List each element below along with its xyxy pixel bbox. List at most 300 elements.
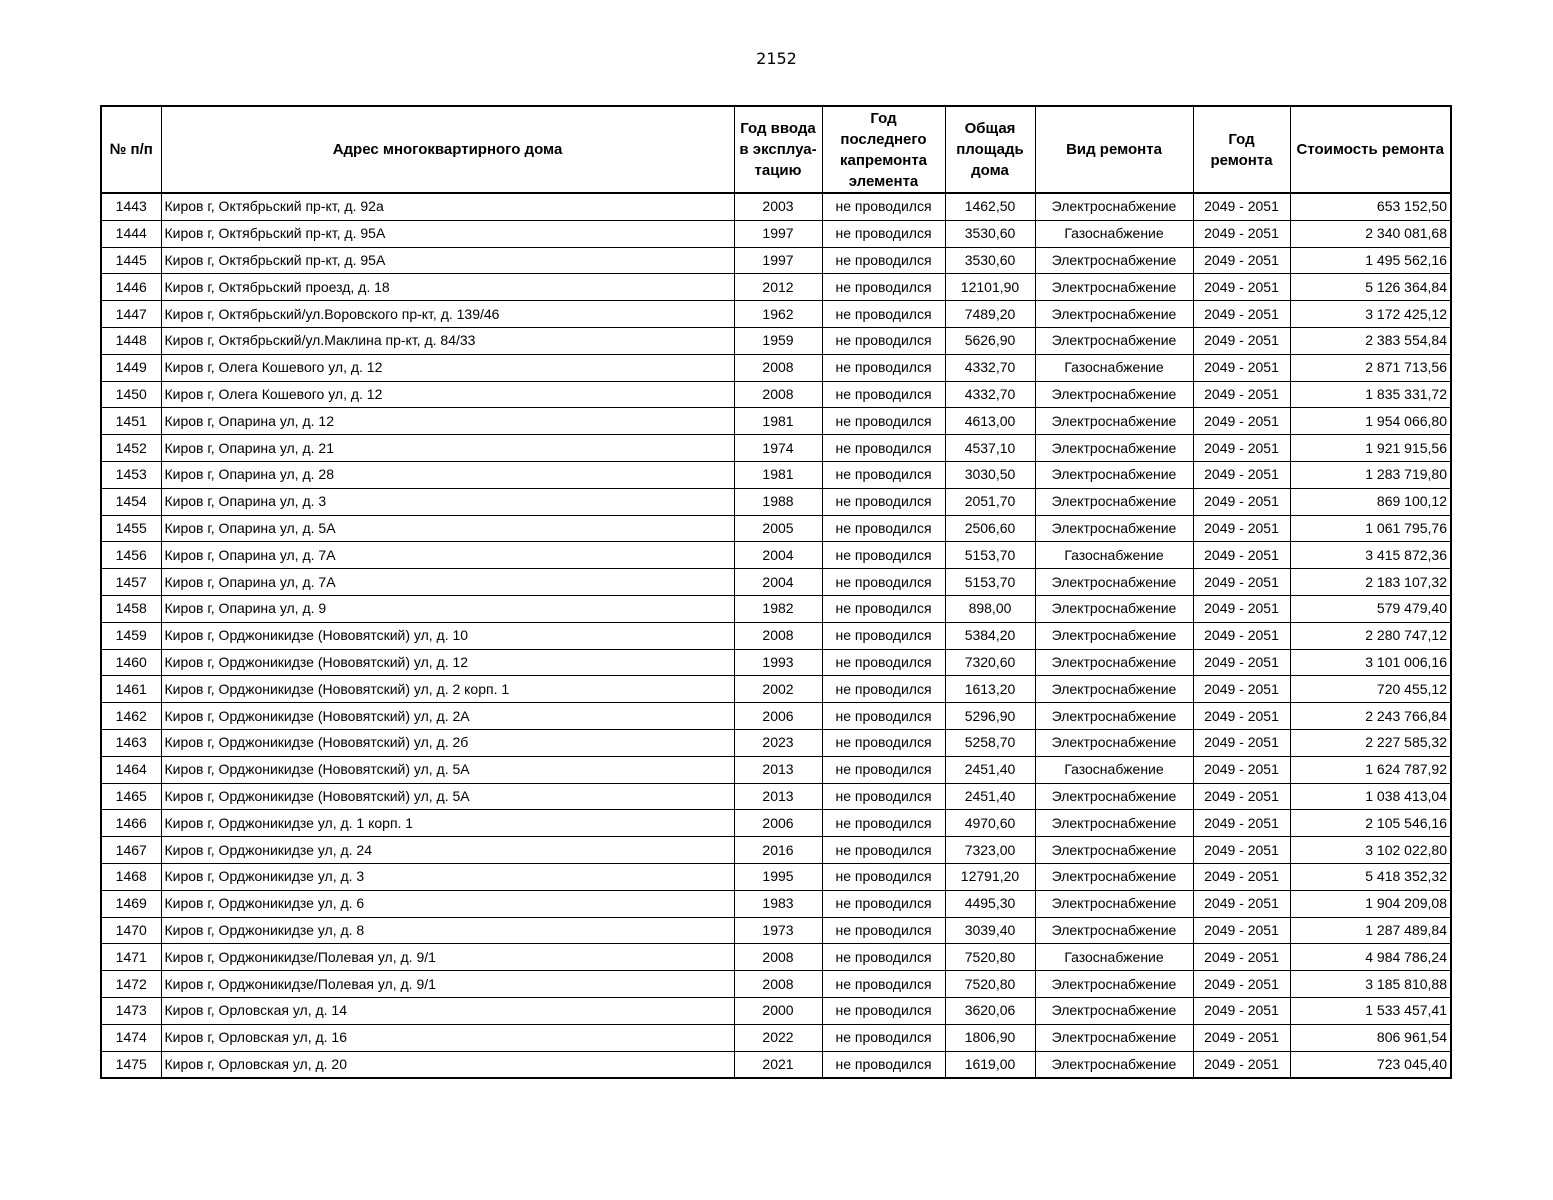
address-cell: Киров г, Орджоникидзе/Полевая ул, д. 9/1 (161, 971, 734, 998)
address-cell: Киров г, Орджоникидзе (Нововятский) ул, д. 2 корп. 1 (161, 676, 734, 703)
repair-kind-cell: Электроснабжение (1035, 890, 1193, 917)
last-repair-cell: не проводился (822, 542, 945, 569)
table-row (101, 301, 1451, 328)
repair-period-cell: 2049 - 2051 (1193, 247, 1290, 274)
row-number: 1448 (101, 327, 161, 354)
repair-period-cell: 2049 - 2051 (1193, 301, 1290, 328)
address-cell: Киров г, Орджоникидзе ул, д. 24 (161, 837, 734, 864)
row-number: 1466 (101, 810, 161, 837)
table-row (101, 515, 1451, 542)
last-repair-cell: не проводился (822, 863, 945, 890)
repair-kind-cell: Газоснабжение (1035, 542, 1193, 569)
area-cell: 5296,90 (945, 703, 1035, 730)
row-number: 1459 (101, 622, 161, 649)
row-number: 1454 (101, 488, 161, 515)
repair-kind-cell: Электроснабжение (1035, 837, 1193, 864)
repair-period-cell: 2049 - 2051 (1193, 435, 1290, 462)
row-number: 1453 (101, 461, 161, 488)
area-cell: 5626,90 (945, 327, 1035, 354)
table-body (101, 193, 1451, 1078)
cost-cell: 653 152,50 (1290, 193, 1451, 220)
address-cell: Киров г, Орджоникидзе (Нововятский) ул, д. 5А (161, 756, 734, 783)
repair-period-cell: 2049 - 2051 (1193, 997, 1290, 1024)
cost-cell: 2 340 081,68 (1290, 220, 1451, 247)
year-built-cell: 2021 (734, 1051, 822, 1078)
table-row (101, 542, 1451, 569)
repair-kind-cell: Электроснабжение (1035, 917, 1193, 944)
address-cell: Киров г, Орджоникидзе (Нововятский) ул, д. 2А (161, 703, 734, 730)
repair-period-cell: 2049 - 2051 (1193, 649, 1290, 676)
repair-kind-cell: Электроснабжение (1035, 488, 1193, 515)
area-cell: 2506,60 (945, 515, 1035, 542)
last-repair-cell: не проводился (822, 247, 945, 274)
row-number: 1451 (101, 408, 161, 435)
last-repair-cell: не проводился (822, 274, 945, 301)
year-built-cell: 2000 (734, 997, 822, 1024)
year-built-cell: 1982 (734, 595, 822, 622)
table-row (101, 997, 1451, 1024)
area-cell: 1462,50 (945, 193, 1035, 220)
repair-kind-cell: Электроснабжение (1035, 435, 1193, 462)
last-repair-cell: не проводился (822, 461, 945, 488)
last-repair-cell: не проводился (822, 354, 945, 381)
area-cell: 4970,60 (945, 810, 1035, 837)
year-built-cell: 2013 (734, 756, 822, 783)
year-built-cell: 2016 (734, 837, 822, 864)
address-cell: Киров г, Олега Кошевого ул, д. 12 (161, 381, 734, 408)
last-repair-cell: не проводился (822, 944, 945, 971)
cost-cell: 1 495 562,16 (1290, 247, 1451, 274)
cost-cell: 720 455,12 (1290, 676, 1451, 703)
table-row (101, 676, 1451, 703)
area-cell: 3620,06 (945, 997, 1035, 1024)
address-cell: Киров г, Орловская ул, д. 14 (161, 997, 734, 1024)
cost-cell: 869 100,12 (1290, 488, 1451, 515)
row-number: 1463 (101, 729, 161, 756)
last-repair-cell: не проводился (822, 569, 945, 596)
year-built-cell: 2008 (734, 381, 822, 408)
header-year-built: Год ввода в эксплуа-тацию (734, 106, 822, 193)
address-cell: Киров г, Опарина ул, д. 9 (161, 595, 734, 622)
area-cell: 1613,20 (945, 676, 1035, 703)
table-row (101, 917, 1451, 944)
cost-cell: 1 283 719,80 (1290, 461, 1451, 488)
cost-cell: 2 183 107,32 (1290, 569, 1451, 596)
row-number: 1452 (101, 435, 161, 462)
row-number: 1447 (101, 301, 161, 328)
area-cell: 898,00 (945, 595, 1035, 622)
repair-period-cell: 2049 - 2051 (1193, 461, 1290, 488)
cost-cell: 1 904 209,08 (1290, 890, 1451, 917)
year-built-cell: 2022 (734, 1024, 822, 1051)
address-cell: Киров г, Октябрьский/ул.Маклина пр-кт, д. 84/33 (161, 327, 734, 354)
area-cell: 12791,20 (945, 863, 1035, 890)
repair-kind-cell: Электроснабжение (1035, 461, 1193, 488)
table-row (101, 488, 1451, 515)
area-cell: 2051,70 (945, 488, 1035, 515)
repair-period-cell: 2049 - 2051 (1193, 542, 1290, 569)
repair-kind-cell: Электроснабжение (1035, 729, 1193, 756)
last-repair-cell: не проводился (822, 435, 945, 462)
year-built-cell: 1973 (734, 917, 822, 944)
area-cell: 3030,50 (945, 461, 1035, 488)
last-repair-cell: не проводился (822, 997, 945, 1024)
year-built-cell: 2006 (734, 810, 822, 837)
address-cell: Киров г, Орджоникидзе (Нововятский) ул, д. 12 (161, 649, 734, 676)
repair-kind-cell: Электроснабжение (1035, 971, 1193, 998)
table-row (101, 461, 1451, 488)
year-built-cell: 1997 (734, 247, 822, 274)
row-number: 1458 (101, 595, 161, 622)
year-built-cell: 1959 (734, 327, 822, 354)
repair-period-cell: 2049 - 2051 (1193, 863, 1290, 890)
header-address: Адрес многоквартирного дома (161, 106, 734, 193)
year-built-cell: 2008 (734, 354, 822, 381)
address-cell: Киров г, Орджоникидзе (Нововятский) ул, д. 5А (161, 783, 734, 810)
last-repair-cell: не проводился (822, 622, 945, 649)
table-row (101, 944, 1451, 971)
cost-cell: 723 045,40 (1290, 1051, 1451, 1078)
area-cell: 7520,80 (945, 944, 1035, 971)
year-built-cell: 1997 (734, 220, 822, 247)
repair-period-cell: 2049 - 2051 (1193, 488, 1290, 515)
year-built-cell: 1962 (734, 301, 822, 328)
repair-period-cell: 2049 - 2051 (1193, 327, 1290, 354)
cost-cell: 4 984 786,24 (1290, 944, 1451, 971)
row-number: 1467 (101, 837, 161, 864)
year-built-cell: 1993 (734, 649, 822, 676)
repair-kind-cell: Электроснабжение (1035, 301, 1193, 328)
last-repair-cell: не проводился (822, 703, 945, 730)
last-repair-cell: не проводился (822, 971, 945, 998)
address-cell: Киров г, Орджоникидзе/Полевая ул, д. 9/1 (161, 944, 734, 971)
row-number: 1446 (101, 274, 161, 301)
repair-kind-cell: Электроснабжение (1035, 408, 1193, 435)
last-repair-cell: не проводился (822, 756, 945, 783)
year-built-cell: 2003 (734, 193, 822, 220)
area-cell: 5258,70 (945, 729, 1035, 756)
row-number: 1450 (101, 381, 161, 408)
last-repair-cell: не проводился (822, 837, 945, 864)
cost-cell: 1 835 331,72 (1290, 381, 1451, 408)
row-number: 1449 (101, 354, 161, 381)
address-cell: Киров г, Октябрьский проезд, д. 18 (161, 274, 734, 301)
repair-period-cell: 2049 - 2051 (1193, 890, 1290, 917)
header-last-repair: Год последнего капремонта элемента (822, 106, 945, 193)
last-repair-cell: не проводился (822, 810, 945, 837)
repair-period-cell: 2049 - 2051 (1193, 676, 1290, 703)
area-cell: 7323,00 (945, 837, 1035, 864)
row-number: 1470 (101, 917, 161, 944)
repair-period-cell: 2049 - 2051 (1193, 193, 1290, 220)
last-repair-cell: не проводился (822, 488, 945, 515)
header-area: Общая площадь дома (945, 106, 1035, 193)
repair-kind-cell: Электроснабжение (1035, 810, 1193, 837)
table-row (101, 863, 1451, 890)
table-row (101, 837, 1451, 864)
repair-kind-cell: Электроснабжение (1035, 1024, 1193, 1051)
repair-registry-table (100, 105, 1452, 1079)
table-row (101, 971, 1451, 998)
last-repair-cell: не проводился (822, 595, 945, 622)
repair-kind-cell: Электроснабжение (1035, 783, 1193, 810)
last-repair-cell: не проводился (822, 327, 945, 354)
table-row (101, 595, 1451, 622)
row-number: 1444 (101, 220, 161, 247)
repair-kind-cell: Электроснабжение (1035, 193, 1193, 220)
row-number: 1472 (101, 971, 161, 998)
cost-cell: 1 038 413,04 (1290, 783, 1451, 810)
cost-cell: 5 126 364,84 (1290, 274, 1451, 301)
repair-period-cell: 2049 - 2051 (1193, 729, 1290, 756)
repair-period-cell: 2049 - 2051 (1193, 381, 1290, 408)
year-built-cell: 1974 (734, 435, 822, 462)
repair-period-cell: 2049 - 2051 (1193, 703, 1290, 730)
area-cell: 2451,40 (945, 756, 1035, 783)
cost-cell: 806 961,54 (1290, 1024, 1451, 1051)
table-row (101, 756, 1451, 783)
address-cell: Киров г, Октябрьский пр-кт, д. 95А (161, 247, 734, 274)
repair-period-cell: 2049 - 2051 (1193, 595, 1290, 622)
cost-cell: 1 533 457,41 (1290, 997, 1451, 1024)
year-built-cell: 2005 (734, 515, 822, 542)
repair-period-cell: 2049 - 2051 (1193, 971, 1290, 998)
repair-period-cell: 2049 - 2051 (1193, 220, 1290, 247)
address-cell: Киров г, Октябрьский/ул.Воровского пр-кт, д. 139/46 (161, 301, 734, 328)
year-built-cell: 1983 (734, 890, 822, 917)
table-row (101, 408, 1451, 435)
repair-period-cell: 2049 - 2051 (1193, 354, 1290, 381)
row-number: 1445 (101, 247, 161, 274)
table-row (101, 783, 1451, 810)
table-row (101, 381, 1451, 408)
table-row (101, 354, 1451, 381)
row-number: 1468 (101, 863, 161, 890)
last-repair-cell: не проводился (822, 729, 945, 756)
cost-cell: 3 185 810,88 (1290, 971, 1451, 998)
repair-period-cell: 2049 - 2051 (1193, 944, 1290, 971)
table-row (101, 327, 1451, 354)
last-repair-cell: не проводился (822, 381, 945, 408)
year-built-cell: 2002 (734, 676, 822, 703)
area-cell: 5153,70 (945, 569, 1035, 596)
year-built-cell: 1988 (734, 488, 822, 515)
page-number: 2152 (756, 49, 797, 68)
cost-cell: 1 061 795,76 (1290, 515, 1451, 542)
row-number: 1457 (101, 569, 161, 596)
table-row (101, 810, 1451, 837)
address-cell: Киров г, Орджоникидзе ул, д. 3 (161, 863, 734, 890)
table-row (101, 729, 1451, 756)
repair-period-cell: 2049 - 2051 (1193, 622, 1290, 649)
repair-period-cell: 2049 - 2051 (1193, 569, 1290, 596)
address-cell: Киров г, Октябрьский пр-кт, д. 95А (161, 220, 734, 247)
table-row (101, 890, 1451, 917)
area-cell: 4495,30 (945, 890, 1035, 917)
year-built-cell: 2006 (734, 703, 822, 730)
area-cell: 3530,60 (945, 247, 1035, 274)
row-number: 1469 (101, 890, 161, 917)
year-built-cell: 2013 (734, 783, 822, 810)
table-row (101, 220, 1451, 247)
row-number: 1475 (101, 1051, 161, 1078)
year-built-cell: 2023 (734, 729, 822, 756)
year-built-cell: 2004 (734, 569, 822, 596)
year-built-cell: 2012 (734, 274, 822, 301)
cost-cell: 1 624 787,92 (1290, 756, 1451, 783)
repair-period-cell: 2049 - 2051 (1193, 756, 1290, 783)
address-cell: Киров г, Опарина ул, д. 21 (161, 435, 734, 462)
address-cell: Киров г, Опарина ул, д. 12 (161, 408, 734, 435)
repair-kind-cell: Электроснабжение (1035, 595, 1193, 622)
repair-kind-cell: Электроснабжение (1035, 622, 1193, 649)
address-cell: Киров г, Олега Кошевого ул, д. 12 (161, 354, 734, 381)
cost-cell: 1 954 066,80 (1290, 408, 1451, 435)
year-built-cell: 2008 (734, 971, 822, 998)
row-number: 1474 (101, 1024, 161, 1051)
year-built-cell: 1981 (734, 461, 822, 488)
row-number: 1455 (101, 515, 161, 542)
header-cost: Стоимость ремонта (1290, 106, 1451, 193)
repair-period-cell: 2049 - 2051 (1193, 408, 1290, 435)
repair-kind-cell: Электроснабжение (1035, 274, 1193, 301)
row-number: 1464 (101, 756, 161, 783)
area-cell: 7520,80 (945, 971, 1035, 998)
cost-cell: 1 287 489,84 (1290, 917, 1451, 944)
area-cell: 4537,10 (945, 435, 1035, 462)
cost-cell: 3 415 872,36 (1290, 542, 1451, 569)
row-number: 1456 (101, 542, 161, 569)
table-row (101, 569, 1451, 596)
header-repair-period: Год ремонта (1193, 106, 1290, 193)
repair-kind-cell: Электроснабжение (1035, 381, 1193, 408)
last-repair-cell: не проводился (822, 890, 945, 917)
address-cell: Киров г, Опарина ул, д. 7А (161, 569, 734, 596)
repair-kind-cell: Электроснабжение (1035, 247, 1193, 274)
repair-kind-cell: Электроснабжение (1035, 1051, 1193, 1078)
repair-period-cell: 2049 - 2051 (1193, 515, 1290, 542)
address-cell: Киров г, Орловская ул, д. 16 (161, 1024, 734, 1051)
repair-kind-cell: Электроснабжение (1035, 676, 1193, 703)
repair-period-cell: 2049 - 2051 (1193, 837, 1290, 864)
last-repair-cell: не проводился (822, 649, 945, 676)
table-row (101, 274, 1451, 301)
repair-kind-cell: Электроснабжение (1035, 515, 1193, 542)
row-number: 1462 (101, 703, 161, 730)
table-header-row (101, 106, 1451, 193)
table-row (101, 1024, 1451, 1051)
table-row (101, 622, 1451, 649)
address-cell: Киров г, Орловская ул, д. 20 (161, 1051, 734, 1078)
repair-period-cell: 2049 - 2051 (1193, 917, 1290, 944)
area-cell: 7320,60 (945, 649, 1035, 676)
address-cell: Киров г, Орджоникидзе ул, д. 8 (161, 917, 734, 944)
address-cell: Киров г, Орджоникидзе ул, д. 6 (161, 890, 734, 917)
repair-period-cell: 2049 - 2051 (1193, 1051, 1290, 1078)
repair-kind-cell: Газоснабжение (1035, 354, 1193, 381)
last-repair-cell: не проводился (822, 220, 945, 247)
last-repair-cell: не проводился (822, 676, 945, 703)
table-row (101, 703, 1451, 730)
repair-kind-cell: Электроснабжение (1035, 327, 1193, 354)
cost-cell: 2 227 585,32 (1290, 729, 1451, 756)
year-built-cell: 2008 (734, 944, 822, 971)
header-repair-kind: Вид ремонта (1035, 106, 1193, 193)
table-row (101, 649, 1451, 676)
row-number: 1461 (101, 676, 161, 703)
cost-cell: 5 418 352,32 (1290, 863, 1451, 890)
area-cell: 12101,90 (945, 274, 1035, 301)
area-cell: 3039,40 (945, 917, 1035, 944)
area-cell: 1619,00 (945, 1051, 1035, 1078)
table-row (101, 193, 1451, 220)
repair-period-cell: 2049 - 2051 (1193, 1024, 1290, 1051)
address-cell: Киров г, Опарина ул, д. 7А (161, 542, 734, 569)
cost-cell: 2 280 747,12 (1290, 622, 1451, 649)
repair-kind-cell: Электроснабжение (1035, 703, 1193, 730)
last-repair-cell: не проводился (822, 1024, 945, 1051)
cost-cell: 2 243 766,84 (1290, 703, 1451, 730)
repair-kind-cell: Электроснабжение (1035, 863, 1193, 890)
year-built-cell: 2008 (734, 622, 822, 649)
repair-period-cell: 2049 - 2051 (1193, 274, 1290, 301)
table-row (101, 1051, 1451, 1078)
address-cell: Киров г, Опарина ул, д. 5А (161, 515, 734, 542)
address-cell: Киров г, Опарина ул, д. 3 (161, 488, 734, 515)
year-built-cell: 1995 (734, 863, 822, 890)
cost-cell: 2 871 713,56 (1290, 354, 1451, 381)
cost-cell: 3 102 022,80 (1290, 837, 1451, 864)
repair-kind-cell: Газоснабжение (1035, 944, 1193, 971)
table-row (101, 247, 1451, 274)
repair-kind-cell: Газоснабжение (1035, 756, 1193, 783)
cost-cell: 3 101 006,16 (1290, 649, 1451, 676)
address-cell: Киров г, Орджоникидзе (Нововятский) ул, д. 10 (161, 622, 734, 649)
last-repair-cell: не проводился (822, 515, 945, 542)
address-cell: Киров г, Октябрьский пр-кт, д. 92а (161, 193, 734, 220)
header-num: № п/п (101, 106, 161, 193)
area-cell: 7489,20 (945, 301, 1035, 328)
row-number: 1471 (101, 944, 161, 971)
address-cell: Киров г, Опарина ул, д. 28 (161, 461, 734, 488)
area-cell: 4332,70 (945, 381, 1035, 408)
repair-period-cell: 2049 - 2051 (1193, 783, 1290, 810)
area-cell: 5153,70 (945, 542, 1035, 569)
last-repair-cell: не проводился (822, 408, 945, 435)
address-cell: Киров г, Орджоникидзе (Нововятский) ул, д. 2б (161, 729, 734, 756)
repair-period-cell: 2049 - 2051 (1193, 810, 1290, 837)
cost-cell: 2 105 546,16 (1290, 810, 1451, 837)
cost-cell: 579 479,40 (1290, 595, 1451, 622)
table-row (101, 435, 1451, 462)
repair-kind-cell: Электроснабжение (1035, 997, 1193, 1024)
last-repair-cell: не проводился (822, 1051, 945, 1078)
area-cell: 4332,70 (945, 354, 1035, 381)
area-cell: 5384,20 (945, 622, 1035, 649)
area-cell: 2451,40 (945, 783, 1035, 810)
cost-cell: 2 383 554,84 (1290, 327, 1451, 354)
row-number: 1465 (101, 783, 161, 810)
area-cell: 1806,90 (945, 1024, 1035, 1051)
last-repair-cell: не проводился (822, 301, 945, 328)
address-cell: Киров г, Орджоникидзе ул, д. 1 корп. 1 (161, 810, 734, 837)
repair-kind-cell: Газоснабжение (1035, 220, 1193, 247)
year-built-cell: 2004 (734, 542, 822, 569)
last-repair-cell: не проводился (822, 917, 945, 944)
year-built-cell: 1981 (734, 408, 822, 435)
cost-cell: 1 921 915,56 (1290, 435, 1451, 462)
cost-cell: 3 172 425,12 (1290, 301, 1451, 328)
